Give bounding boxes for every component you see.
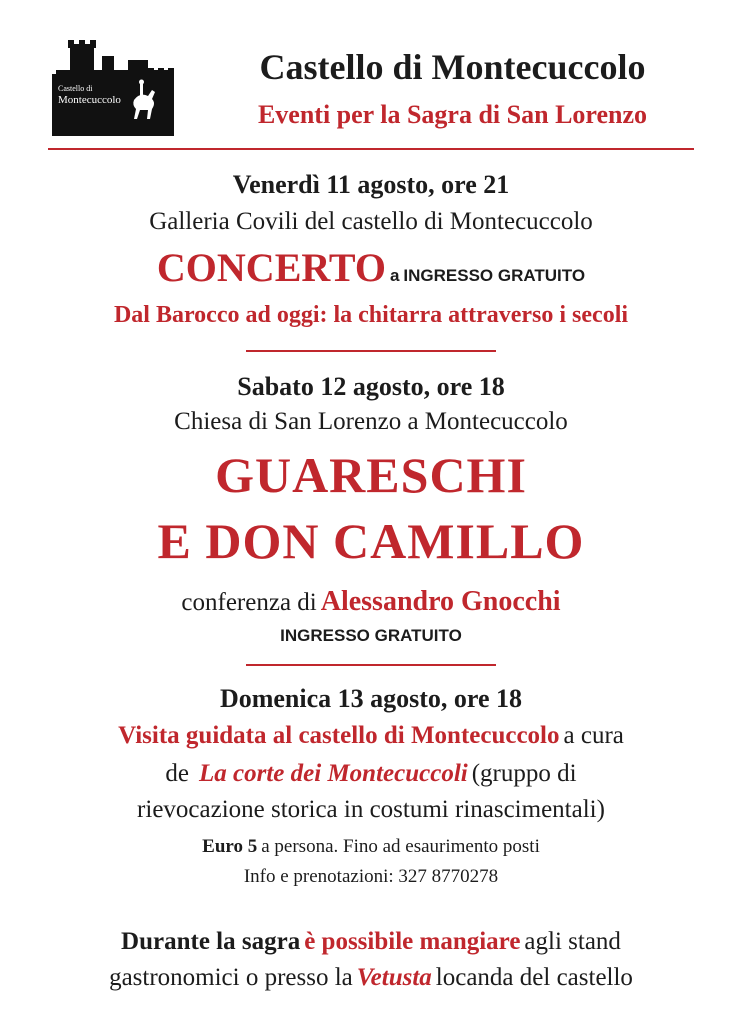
- footer-l1a: Durante la sagra: [121, 928, 301, 955]
- footer-l2a: gastronomici o presso la: [109, 964, 353, 991]
- event3-date: Domenica 13 agosto, ore 18: [219, 684, 523, 713]
- divider-1: [246, 350, 496, 352]
- event1-title-line: [0, 244, 742, 291]
- footer-line2: [0, 964, 742, 992]
- event2-talk-line: [0, 586, 742, 618]
- event1-place: Galleria Covili del castello di Montecuccolo: [149, 208, 593, 235]
- event1-entry: INGRESSO GRATUITO: [403, 266, 586, 285]
- logo-line2: Montecuccolo: [58, 94, 121, 106]
- event2-name-line1: GUARESCHI: [215, 447, 527, 503]
- event3-group-suffix: (gruppo di: [471, 760, 577, 787]
- event3-price-rest: a persona. Fino ad esaurimento posti: [261, 836, 540, 857]
- footer-l1c: agli stand: [524, 928, 621, 955]
- event2-place: Chiesa di San Lorenzo a Montecuccolo: [174, 408, 568, 435]
- event3-group: La corte dei Montecuccoli: [199, 760, 468, 787]
- event3-info: Info e prenotazioni: 327 8770278: [243, 866, 499, 887]
- event1-date: Venerdì 11 agosto, ore 21: [232, 170, 510, 199]
- footer-line1: [0, 928, 742, 956]
- top-divider: [48, 148, 694, 150]
- event2-entry: INGRESSO GRATUITO: [280, 626, 462, 645]
- page-title: Castello di Montecuccolo: [259, 47, 646, 87]
- event2-talk-prefix: conferenza di: [181, 589, 317, 616]
- event3-visit-suffix: a cura: [563, 722, 624, 749]
- event3-visit: Visita guidata al castello di Montecuccolo: [118, 722, 560, 749]
- event1-description: Dal Barocco ad oggi: la chitarra attraverso i secoli: [113, 302, 629, 328]
- page-subtitle: Eventi per la Sagra di San Lorenzo: [257, 100, 648, 129]
- event2-date: Sabato 12 agosto, ore 18: [237, 372, 505, 401]
- event2-name-line2: E DON CAMILLO: [157, 513, 585, 569]
- event3-price: Euro 5: [202, 836, 258, 857]
- logo-line1: Castello di: [58, 84, 93, 93]
- event1-entry-prefix: a: [389, 266, 400, 285]
- event3-de: de: [165, 760, 190, 787]
- event3-line3: rievocazione storica in costumi rinascimentali): [137, 796, 605, 823]
- footer-l1b: è possibile mangiare: [304, 928, 521, 955]
- footer-l2c: locanda del castello: [435, 964, 633, 991]
- divider-2: [246, 664, 496, 666]
- event3-visit-line: [0, 722, 742, 750]
- event3-group-line: [0, 760, 742, 788]
- event1-name: CONCERTO: [156, 245, 386, 290]
- event2-speaker: Alessandro Gnocchi: [320, 586, 561, 617]
- event3-price-line: [0, 836, 742, 858]
- footer-l2b: Vetusta: [356, 964, 432, 991]
- header: [0, 0, 742, 150]
